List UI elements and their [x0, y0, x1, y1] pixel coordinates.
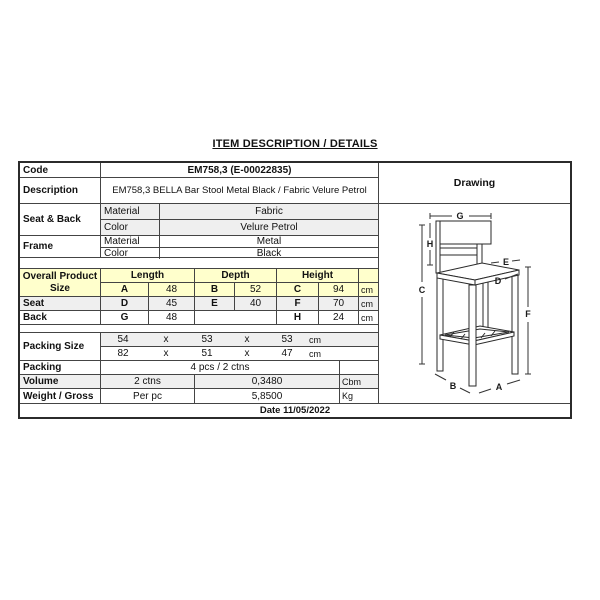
volume-row: [20, 375, 378, 389]
date-row: [20, 403, 570, 417]
frame-material-row: [101, 236, 378, 248]
dim-label-C: C: [418, 285, 426, 295]
drawing-area: [379, 204, 570, 403]
dim-val-E: 40: [235, 297, 277, 310]
pack-x: x: [244, 334, 250, 345]
dim-key-G: G: [101, 311, 149, 324]
drawing-header: Drawing: [379, 163, 570, 204]
dim-key-C: C: [277, 283, 319, 296]
frame-label: Frame: [20, 236, 101, 257]
pack-x: x: [163, 334, 169, 345]
spacer-row: [20, 258, 378, 269]
packing-size-section: [20, 333, 378, 361]
pack-x: x: [244, 348, 250, 359]
packing-value: 4 pcs / 2 ctns: [101, 361, 340, 374]
unit-cm: cm: [361, 312, 373, 323]
material-label: Material: [101, 236, 160, 247]
dim-key-D: D: [101, 297, 149, 310]
dim-label-F: F: [525, 309, 531, 319]
weight-row: [20, 389, 378, 403]
seat-back-label: Seat & Back: [20, 204, 101, 235]
drawing-column: [378, 163, 570, 403]
dim-val-C: 94: [319, 283, 359, 296]
code-value: EM758,3 (E-00022835): [187, 164, 292, 176]
seat-back-color-value: Velure Petrol: [240, 222, 298, 233]
color-label: Color: [101, 248, 160, 259]
weight-label: Weight / Gross: [20, 389, 101, 403]
packing-size-label: Packing Size: [20, 333, 101, 360]
packing-row: [20, 361, 378, 375]
dim-key-H: H: [277, 311, 319, 324]
dim-label-D: D: [494, 276, 502, 286]
pack-dim: 54: [117, 334, 129, 345]
weight-value: 5,8500: [195, 389, 340, 403]
dim-val-G: 48: [149, 311, 195, 324]
spacer-row: [20, 325, 378, 333]
dim-label-G: G: [456, 211, 464, 221]
depth-header: Depth: [195, 269, 277, 282]
volume-unit: Cbm: [342, 376, 362, 387]
dim-val-D: 45: [149, 297, 195, 310]
dim-label-E: E: [502, 257, 510, 267]
code-row: [20, 163, 378, 178]
dim-key-A: A: [101, 283, 149, 296]
code-label: Code: [20, 163, 101, 177]
seat-back-material-value: Fabric: [255, 206, 283, 217]
dim-val-F: 70: [319, 297, 359, 310]
description-row: [20, 178, 378, 204]
overall-product-size-label: Overall Product Size: [20, 269, 101, 296]
size-header-section: [20, 269, 378, 297]
color-label: Color: [101, 220, 160, 235]
pack-dim: 82: [117, 348, 129, 359]
packing-size-row-1: [101, 333, 378, 347]
packing-unit-empty: [340, 361, 378, 374]
bar-stool-drawing: [379, 204, 571, 403]
unit-cm: cm: [309, 348, 321, 359]
pack-dim: 53: [201, 334, 213, 345]
pack-x: x: [163, 348, 169, 359]
pack-dim: 51: [201, 348, 213, 359]
dim-label-H: H: [426, 239, 434, 249]
seat-back-color-row: [101, 220, 378, 235]
dim-key-E: E: [195, 297, 235, 310]
volume-qty: 2 ctns: [101, 375, 195, 388]
pack-dim: 47: [281, 348, 293, 359]
volume-label: Volume: [20, 375, 101, 388]
frame-color-value: Black: [256, 248, 282, 259]
weight-qty: Per pc: [101, 389, 195, 403]
back-label: Back: [20, 311, 101, 324]
date-value: Date 11/05/2022: [259, 405, 331, 416]
frame-section: [20, 236, 378, 258]
back-depth-empty: [195, 311, 277, 324]
height-header: Height: [277, 269, 359, 282]
frame-material-value: Metal: [256, 236, 282, 247]
description-label: Description: [20, 178, 101, 203]
seat-back-material-row: [101, 204, 378, 220]
unit-cm: cm: [361, 284, 373, 295]
overall-size-row: [101, 283, 378, 296]
dim-val-H: 24: [319, 311, 359, 324]
unit-header-empty: [359, 269, 378, 282]
unit-cm: cm: [361, 298, 373, 309]
material-label: Material: [101, 204, 160, 219]
dim-label-A: A: [495, 382, 503, 392]
unit-cm: cm: [309, 334, 321, 345]
weight-unit: Kg: [342, 391, 354, 401]
seat-label: Seat: [20, 297, 101, 310]
dim-key-F: F: [277, 297, 319, 310]
table-main: [20, 163, 570, 403]
description-value: EM758,3 BELLA Bar Stool Metal Black / Fabric Velure Petrol: [112, 185, 367, 196]
packing-label: Packing: [20, 361, 101, 374]
packing-size-row-2: [101, 347, 378, 360]
table-left-columns: [20, 163, 378, 403]
dim-val-B: 52: [235, 283, 277, 296]
dim-label-B: B: [449, 381, 457, 391]
page-title: ITEM DESCRIPTION / DETAILS: [212, 138, 378, 150]
volume-value: 0,3480: [195, 375, 340, 388]
dim-val-A: 48: [149, 283, 195, 296]
item-details-table: [18, 161, 572, 419]
pack-dim: 53: [281, 334, 293, 345]
length-header: Length: [101, 269, 195, 282]
seat-back-section: [20, 204, 378, 236]
seat-size-row: [20, 297, 378, 311]
size-col-header-row: [101, 269, 378, 283]
dim-key-B: B: [195, 283, 235, 296]
back-size-row: [20, 311, 378, 325]
